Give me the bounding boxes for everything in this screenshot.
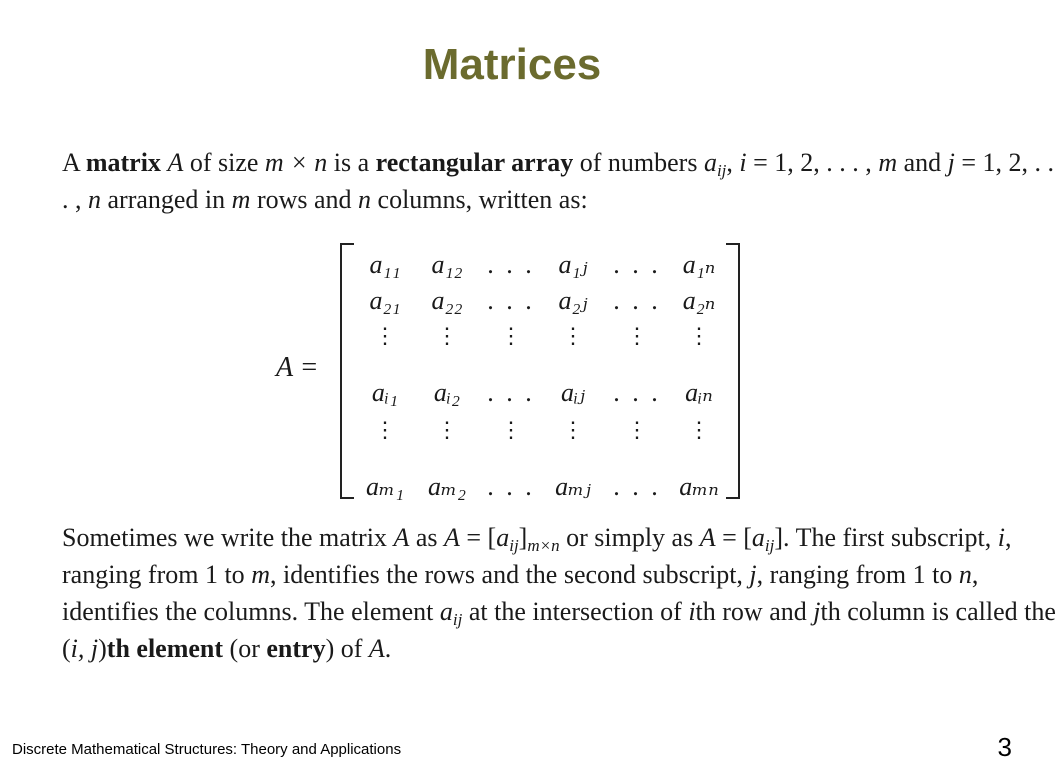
math: A [167, 148, 184, 177]
matrix-vdots: ⋮ [688, 323, 710, 348]
text: , identifies the columns. The element [62, 560, 979, 626]
bracket-corner [342, 243, 354, 245]
matrix-row [342, 417, 738, 461]
matrix-ellipsis: . . . [487, 286, 535, 315]
text: or simply as [559, 523, 700, 552]
page-number: 3 [997, 732, 1012, 762]
text: = [ [715, 523, 752, 552]
matrix-entry: a₁₁ [369, 250, 401, 279]
matrix-entry: a₂₂ [431, 286, 463, 315]
math: n [958, 560, 972, 589]
math: i [688, 597, 696, 626]
matrix-entry: aₘₙ [679, 472, 719, 501]
matrix-ellipsis: . . . [613, 378, 661, 407]
text: A [62, 148, 86, 177]
text: arranged in [101, 185, 232, 214]
math: m × n [264, 148, 328, 177]
matrix-ellipsis: . . . [487, 378, 535, 407]
matrix-entry: aᵢₙ [685, 378, 713, 407]
matrix-entry: aᵢ₂ [433, 378, 461, 407]
text: ] [518, 523, 528, 552]
text: = 1, 2, . . . , [746, 148, 879, 177]
text: , [726, 148, 740, 177]
matrix-entry: aᵢⱼ [561, 378, 585, 407]
text: , ranging from 1 to [756, 560, 959, 589]
slide-title: Matrices [422, 40, 602, 89]
matrix-row [342, 375, 738, 411]
math: A [699, 523, 716, 552]
matrix-ellipsis: . . . [613, 286, 661, 315]
math: a [751, 523, 765, 552]
term-rectangular-array: rectangular array [375, 148, 574, 177]
math-subscript: ij [764, 536, 775, 555]
explanation-paragraph [14, 519, 1058, 667]
math: i, j [70, 634, 99, 663]
text: ]. The first subscript, [774, 523, 998, 552]
matrix-entry: a₂ₙ [682, 286, 716, 315]
text: = [ [459, 523, 497, 552]
matrix-entry: aᵢ₁ [371, 378, 399, 407]
math-subscript: ij [716, 161, 727, 180]
matrix-entry: aₘ₁ [366, 472, 404, 501]
matrix-vdots: ⋮ [562, 323, 584, 348]
text: . [384, 634, 392, 663]
matrix-ellipsis: . . . [487, 472, 535, 501]
matrix-vdots: ⋮ [626, 417, 648, 442]
math-subscript: m×n [527, 536, 560, 555]
text: and [897, 148, 948, 177]
math: j [947, 148, 955, 177]
math: j [813, 597, 821, 626]
matrix-vdots: ⋮ [374, 417, 396, 442]
math: j [749, 560, 757, 589]
text: of numbers [573, 148, 704, 177]
definition-paragraph [14, 144, 1058, 218]
matrix-vdots: ⋮ [500, 417, 522, 442]
math: m [231, 185, 251, 214]
matrix-ellipsis: . . . [487, 250, 535, 279]
text: Sometimes we write the matrix [62, 523, 394, 552]
matrix-row [342, 469, 738, 505]
matrix-vdots: ⋮ [436, 417, 458, 442]
text: of size [183, 148, 265, 177]
text: columns, written as: [371, 185, 588, 214]
matrix-ellipsis: . . . [613, 472, 661, 501]
math: m [878, 148, 898, 177]
matrix-entry: aₘ₂ [428, 472, 466, 501]
math: a [496, 523, 510, 552]
text: (or [223, 634, 267, 663]
math-subscript: ij [509, 536, 519, 555]
matrix-entry: a₁₂ [431, 250, 463, 279]
term-matrix: matrix [85, 148, 161, 177]
math: A [393, 523, 410, 552]
matrix-label [276, 352, 319, 384]
text: = 1, 2, . . . , [62, 148, 1055, 214]
matrix-entry: a₁ₙ [682, 250, 716, 279]
math: n [358, 185, 372, 214]
matrix-row [342, 283, 738, 319]
math: A [368, 634, 385, 663]
math: n [88, 185, 101, 214]
matrix-entry: a₂₁ [369, 286, 401, 315]
math: m [251, 560, 270, 589]
text: th row and [695, 597, 814, 626]
matrix-vdots: ⋮ [626, 323, 648, 348]
text: ) [98, 634, 107, 663]
math: a [439, 597, 453, 626]
text: ) of [325, 634, 369, 663]
slide-footer: Discrete Mathematical Structures: Theory and Applications [12, 741, 402, 758]
math-subscript: ij [452, 610, 463, 629]
text: as [409, 523, 444, 552]
text: , identifies the rows and the second subscript, [269, 560, 750, 589]
math: a [703, 148, 717, 177]
matrix-vdots: ⋮ [374, 323, 396, 348]
term-th-element: th element [106, 634, 224, 663]
math: i [997, 523, 1005, 552]
matrix-row [342, 247, 738, 283]
matrix-entry: aₘⱼ [555, 472, 591, 501]
text: th column is called the ( [62, 597, 1056, 663]
text: at the intersection of [462, 597, 689, 626]
matrix-vdots: ⋮ [688, 417, 710, 442]
matrix-ellipsis: . . . [613, 250, 661, 279]
matrix-row [342, 323, 738, 367]
matrix-vdots: ⋮ [500, 323, 522, 348]
math: A [444, 523, 460, 552]
math: i [739, 148, 747, 177]
text: is a [327, 148, 376, 177]
matrix-entry: a₂ⱼ [558, 286, 588, 315]
bracket-corner [726, 243, 738, 245]
text: , ranging from 1 to [62, 523, 1012, 589]
term-entry: entry [266, 634, 326, 663]
text: rows and [250, 185, 359, 214]
matrix-display [340, 243, 740, 499]
matrix-label-text: A = [276, 352, 319, 383]
matrix-entry: a₁ⱼ [558, 250, 588, 279]
matrix-vdots: ⋮ [436, 323, 458, 348]
matrix-vdots: ⋮ [562, 417, 584, 442]
